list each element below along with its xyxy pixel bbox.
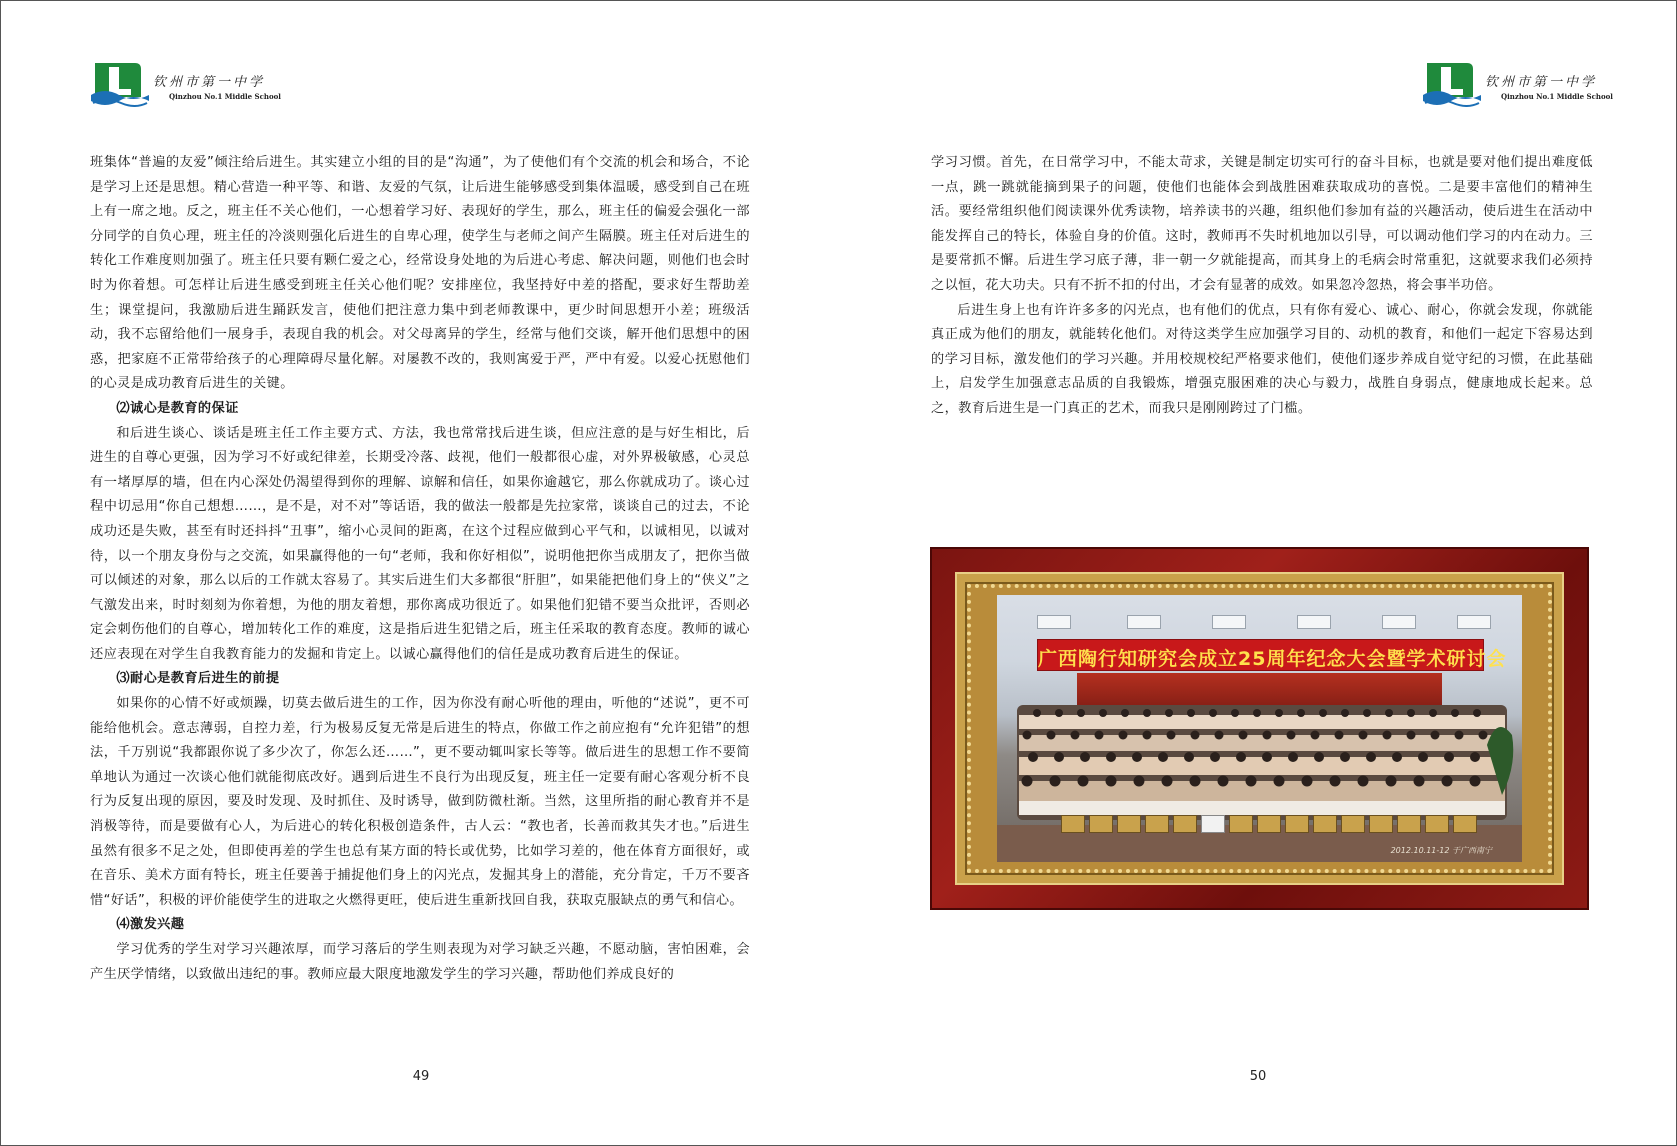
heading-patience: ⑶耐心是教育后进生的前提 — [116, 671, 280, 687]
award-plaque — [1369, 815, 1393, 833]
school-logo — [89, 57, 281, 107]
award-plaque — [1285, 815, 1309, 833]
award-plaque — [1229, 815, 1253, 833]
right-body-text — [931, 151, 1593, 422]
paragraph-interest: 学习优秀的学生对学习兴趣浓厚，而学习落后的学生则表现为对学习缺乏兴趣，不愿动脑，害怕困难，会产生厌学情绪，以致做出违纪的事。教师应最大限度地激发学生的学习兴趣，帮助他们养成良好的 — [90, 942, 750, 982]
page-number-right: 50 — [1249, 1069, 1267, 1084]
paragraph-sincerity: 和后进生谈心、谈话是班主任工作主要方式、方法，我也常常找后进生谈，但应注意的是与好生相比，后进生的自尊心更强，因为学习不好或纪律差，长期受冷落、歧视，他们一般都很心虚，对外界极敏感，心灵总有一堵厚厚的墙，但在内心深处仍渴望得到你的理解、谅解和信任，如果你逾越它，那么你就成功了。谈心过程中切忌用“你自己想想……，是不是，对不对”等话语，我的做法一般都是先拉家常，谈谈自己的过去，不论成功还是失败，甚至有时还抖抖“丑事”，缩小心灵间的距离，在这个过程应做到心平气和，以诚相见，以诚对待，以一个朋友身份与之交流，如果赢得他的一句“老师，我和你好相似”，说明他把你当成朋友了，把你当做可以倾述的对象，那么以后的工作就太容易了。其实后进生们大多都很“肝胆”，如果能把他们身上的“侠义”之气激发出来，时时刻刻为你着想，为他的朋友着想，那你离成功很近了。如果他们犯错不要当众批评，否则必定会刺伤他们的自尊心，增加转化工作的难度，这是指后进生犯错之后，班主任采取的教育态度。教师的诚心还应表现在对学生自我教育能力的发掘和肯定上。以诚心赢得他们的信任是成功教育后进生的保证。 — [90, 425, 750, 662]
paragraph-intro: 班集体“普遍的友爱”倾注给后进生。其实建立小组的目的是“沟通”，为了使他们有个交流的机会和场合，不论是学习上还是思想。精心营造一种平等、和谐、友爱的气氛，让后进生能够感受到集体温暖，感受到自己在班上有一席之地。反之，班主任不关心他们，一心想着学习好、表现好的学生，那么，班主任的偏爱会强化一部分同学的自负心理，班主任的冷淡则强化后进生的自卑心理，使学生与老师之间产生隔膜。班主任对后进生的转化工作难度则加强了。班主任只要有颗仁爱之心，经常设身处地的为后进心考虑、解决问题，则他们也会时时为你着想。可怎样让后进生感受到班主任关心他们呢？安排座位，我坚持好中差的搭配，要求好生帮助差生；课堂提问，我激励后进生踊跃发言，使他们把注意力集中到老师教课中，更少时间思想开小差；班级活动，我不忘留给他们一展身手，表现自我的机会。对父母离异的学生，经常与他们交谈，解开他们思想中的困惑，把家庭不正常带给孩子的心理障碍尽量化解。对屡教不改的，我则寓爱于严，严中有爱。以爱心抚慰他们的心灵是成功教育后进生的关键。 — [90, 155, 750, 392]
left-page — [1, 1, 839, 1145]
award-plaque — [1257, 815, 1281, 833]
logo-english-name: Qinzhou No.1 Middle School — [169, 92, 281, 101]
logo-chinese-name: 钦州市第一中学 — [1485, 75, 1598, 90]
paragraph-patience: 如果你的心情不好或烦躁，切莫去做后进生的工作，因为你没有耐心听他的理由，听他的“述说”，更不可能给他机会。意志薄弱，自控力差，行为极易反复无常是后进生的特点，你做工作之前应抱有“允许犯错”的想法，千万别说“我都跟你说了多少次了，你怎么还……”，更不要动辄叫家长等等。做后进生的思想工作不要简单地认为通过一次谈心他们就能彻底改好。遇到后进生不良行为出现反复，班主任一定要有耐心客观分析不良行为反复出现的原因，要及时发现、及时抓住、及时诱导，做到防微杜渐。当然，这里所指的耐心教育并不是消极等待，而是要做有心人，为后进心的转化积极创造条件，古人云：“教也者，长善而救其失才也。”后进生虽然有很多不足之处，但即使再差的学生也总有某方面的特长或优势，比如学习差的，他在体育方面很好，或在音乐、美术方面有特长，班主任要善于捕捉他们身上的闪光点，发掘其身上的潜能，充分肯定，千万不要吝惜“好话”，积极的评价能使学生的进取之火燃得更旺，使后进生重新找回自我，获取克服缺点的勇气和信心。 — [90, 696, 750, 908]
award-plaque — [1089, 815, 1113, 833]
heading-interest: ⑷激发兴趣 — [116, 917, 185, 933]
award-plaque — [1397, 815, 1421, 833]
banner-text: 广西陶行知研究会成立25周年纪念大会暨学术研讨会 — [1038, 648, 1507, 670]
paragraph-continued: 学习习惯。首先，在日常学习中，不能太苛求，关键是制定切实可行的奋斗目标，也就是要对他们提出难度低一点，跳一跳就能摘到果子的问题，使他们也能体会到战胜困难获取成功的喜悦。二是要丰富他们的精神生活。要经常组织他们阅读课外优秀读物，培养读书的兴趣，组织他们参加有益的兴趣活动，使后进生在活动中能发挥自己的特长，体验自身的价值。这时，教师再不失时机地加以引导，可以调动他们学习的内在动力。三是要常抓不懈。后进生学习底子薄，非一朝一夕就能提高，而其身上的毛病会时常重犯，这就要求我们必须持之以恒，花大功夫。只有不折不扣的付出，才会有显著的成效。如果忽冷忽热，将会事半功倍。 — [931, 155, 1593, 293]
school-logo-right — [1421, 57, 1613, 107]
page-number-left: 49 — [412, 1069, 430, 1084]
paragraph-conclusion: 后进生身上也有许许多多的闪光点，也有他们的优点，只有你有爱心、诚心、耐心，你就会发现，你就能真正成为他们的朋友，就能转化他们。对待这类学生应加强学习目的、动机的教育，和他们一起定下容易达到的学习目标，激发他们的学习兴趣。并用校规校纪严格要求他们，使他们逐步养成自觉守纪的习惯，在此基础上，启发学生加强意志品质的自我锻炼，增强克服困难的决心与毅力，战胜自身弱点，健康地成长起来。总之，教育后进生是一门真正的艺术，而我只是刚刚跨过了门槛。 — [931, 302, 1593, 416]
award-plaque — [1061, 815, 1085, 833]
award-plaque — [1425, 815, 1449, 833]
photo-caption: 2012.10.11-12 于广西南宁 — [1390, 846, 1492, 855]
logo-chinese-name: 钦州市第一中学 — [153, 75, 266, 90]
left-body-text — [90, 151, 750, 987]
award-plaque — [1145, 815, 1169, 833]
crowd-rows — [1019, 709, 1505, 815]
award-plaque — [1173, 815, 1197, 833]
award-plaque — [1313, 815, 1337, 833]
award-plaque — [1453, 815, 1477, 833]
framed-group-photo — [930, 547, 1589, 910]
award-plaque — [1201, 815, 1225, 833]
heading-sincerity: ⑵诚心是教育的保证 — [116, 400, 239, 416]
group-photo — [997, 595, 1522, 862]
logo-english-name: Qinzhou No.1 Middle School — [1501, 92, 1613, 101]
school-emblem-icon — [1421, 57, 1483, 107]
award-plaque — [1117, 815, 1141, 833]
school-emblem-icon — [89, 57, 151, 107]
award-plaque — [1341, 815, 1365, 833]
